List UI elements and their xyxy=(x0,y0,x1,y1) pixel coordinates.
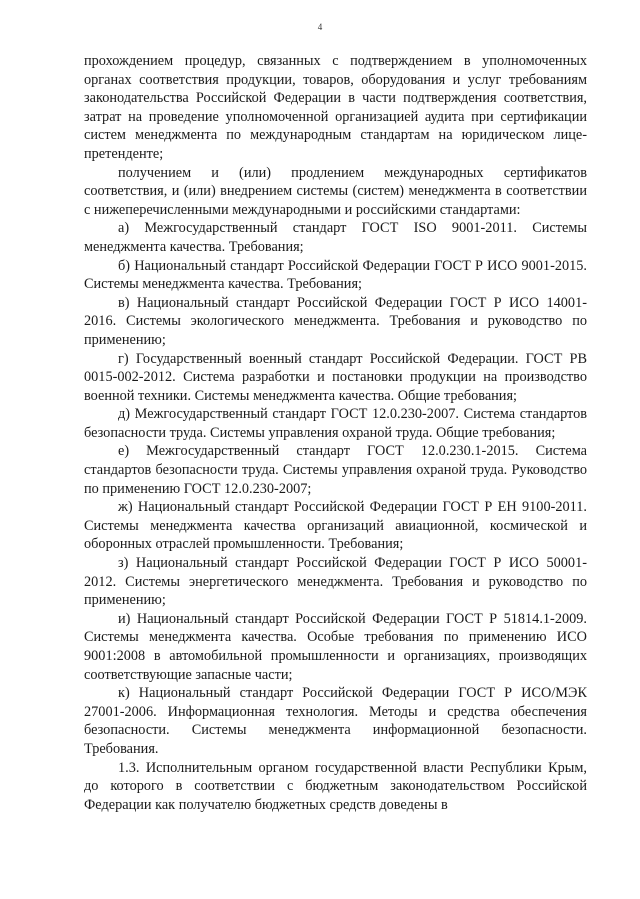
list-item-d: д) Межгосударственный стандарт ГОСТ 12.0.230-2007. Система стандартов безопасности труда. Системы управления охраной труда. Общие требования; xyxy=(84,406,587,441)
page-number: 4 xyxy=(317,22,323,32)
list-item-zh: ж) Национальный стандарт Российской Федерации ГОСТ Р ЕН 9100-2011. Системы менеджмента качества организаций авиационной, космической и оборонных отраслей промышленности. Требования; xyxy=(84,499,587,553)
list-item-g: г) Государственный военный стандарт Российской Федерации. ГОСТ РВ 0015-002-2012. Система разработки и постановки продукции на производство военной техники. Системы менеджмента качества. Общие требования; xyxy=(84,350,587,404)
section-1-3: 1.3. Исполнительным органом государственной власти Республики Крым, до которого в соответствии с бюджетным законодательством Российской Федерации как получателю бюджетных средств доведены в xyxy=(84,759,587,813)
list-item-i: и) Национальный стандарт Российской Федерации ГОСТ Р 51814.1-2009. Системы менеджмента качества. Особые требования по применению ИСО 9001:2008 в автомобильной промышленности и организациях, производящих соответствующие запасные части; xyxy=(84,610,587,683)
paragraph-continuation: прохождением процедур, связанных с подтверждением в уполномоченных органах соответствия продукции, товаров, оборудования и услуг требованиям законодательства Российской Федерации в части подтверждения соответствия, затрат на проведение уполномоченной организацией аудита при сертификации систем менеджмента по международным стандартам на юридическом лице-претенденте; xyxy=(84,53,587,162)
list-item-b: б) Национальный стандарт Российской Федерации ГОСТ Р ИСО 9001-2015. Системы менеджмента качества. Требования; xyxy=(84,257,587,293)
list-item-e: е) Межгосударственный стандарт ГОСТ 12.0.230.1-2015. Система стандартов безопасности труда. Системы управления охраной труда. Руководство по применению ГОСТ 12.0.230-2007; xyxy=(84,443,587,497)
list-item-k: к) Национальный стандарт Российской Федерации ГОСТ Р ИСО/МЭК 27001-2006. Информационная технология. Методы и средства обеспечения безопасности. Системы менеджмента информационной безопасности. Требования. xyxy=(84,685,587,757)
list-item-z: з) Национальный стандарт Российской Федерации ГОСТ Р ИСО 50001-2012. Системы энергетического менеджмента. Требования и руководство по применению; xyxy=(84,555,587,609)
list-item-a: а) Межгосударственный стандарт ГОСТ ISO 9001-2011. Системы менеджмента качества. Требования; xyxy=(84,220,587,255)
paragraph-intro: получением и (или) продлением международных сертификатов соответствия, и (или) внедрением системы (систем) менеджмента в соответствии с нижеперечисленными международными и российскими стандартами: xyxy=(84,164,587,218)
list-item-v: в) Национальный стандарт Российской Федерации ГОСТ Р ИСО 14001-2016. Системы экологического менеджмента. Требования и руководство по применению; xyxy=(84,294,587,348)
document-body xyxy=(84,52,587,814)
